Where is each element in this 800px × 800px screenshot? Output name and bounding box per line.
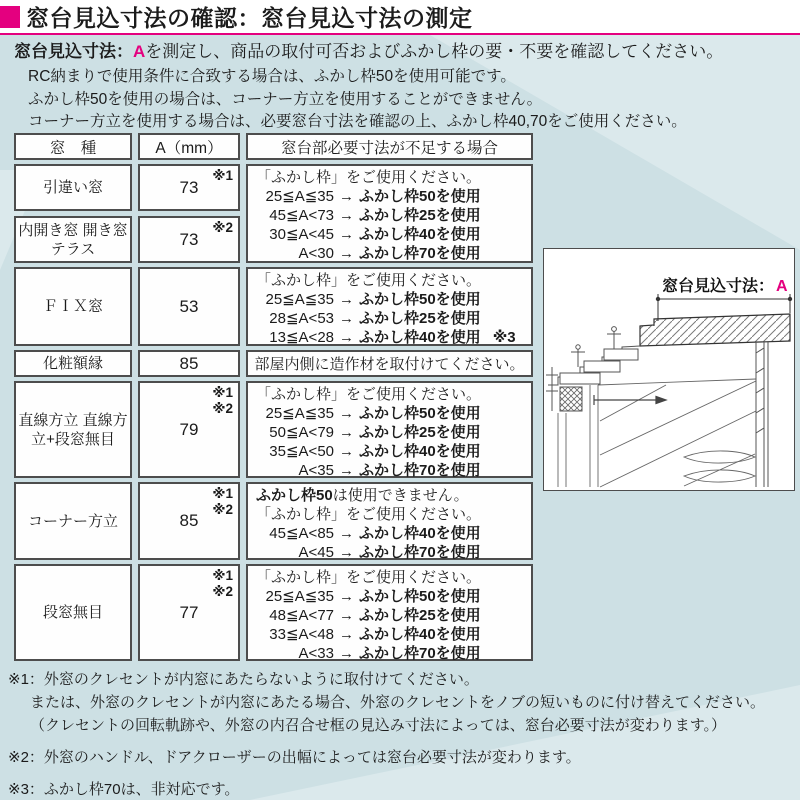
wall-cavity-lines bbox=[558, 379, 756, 487]
arrow-glyph: → bbox=[339, 607, 354, 624]
table-group bbox=[14, 350, 533, 377]
table-group bbox=[14, 564, 533, 661]
header-shortage-case: 窓台部必要寸法が不足する場合 bbox=[246, 133, 533, 160]
window-sill-cross-section-diagram bbox=[543, 248, 795, 491]
footnote-1-line-2: または、外窓のクレセントが内窓にあたる場合、外窓のクレセントをノブの短いものに付け替えてください。 bbox=[30, 694, 766, 711]
window-type-cell bbox=[14, 164, 132, 211]
condition-range: 45≦A<85 bbox=[269, 525, 334, 542]
footnotes bbox=[8, 668, 796, 800]
condition-result: ふかし枠50を使用 bbox=[359, 188, 481, 205]
fastener-arrow bbox=[594, 395, 666, 405]
footnote-mark: ※1 bbox=[212, 486, 233, 501]
condition-line bbox=[256, 543, 523, 562]
arrow-glyph: → bbox=[339, 525, 354, 542]
condition-range: 45≦A<73 bbox=[269, 207, 334, 224]
footnote-2: ※2：外窓のハンドル、ドアクローザーの出幅によっては窓台必要寸法が変わります。 bbox=[8, 749, 581, 766]
arrow-glyph: → bbox=[339, 310, 354, 327]
table-row bbox=[14, 164, 240, 211]
diagram-dimension-a: A bbox=[776, 278, 788, 295]
note-cell bbox=[246, 381, 533, 478]
window-type-label: 引違い窓 bbox=[42, 179, 103, 196]
page-header bbox=[0, 0, 800, 35]
insulation-block bbox=[560, 387, 582, 411]
condition-line bbox=[256, 524, 523, 543]
condition-range: 48≦A<77 bbox=[269, 607, 334, 624]
condition-line bbox=[256, 442, 523, 461]
arrow-glyph: → bbox=[339, 443, 354, 460]
title-bullet-square bbox=[0, 6, 20, 28]
intro-lead-line bbox=[14, 40, 794, 64]
condition-result: ふかし枠50を使用 bbox=[359, 291, 481, 308]
condition-range: 35≦A<50 bbox=[269, 443, 334, 460]
insulation-batting bbox=[684, 451, 755, 486]
header-a-mm: A（mm） bbox=[138, 133, 240, 160]
cross-section-drawing bbox=[544, 249, 794, 490]
condition-result: ふかし枠70を使用 bbox=[359, 245, 481, 262]
condition-result: ふかし枠40を使用 bbox=[359, 329, 481, 346]
window-type-cell bbox=[14, 381, 132, 478]
condition-result: ふかし枠25を使用 bbox=[359, 310, 481, 327]
window-type-cell bbox=[14, 267, 132, 346]
footnote-mark: ※1 bbox=[212, 168, 233, 183]
condition-line bbox=[256, 606, 523, 625]
footnote-marks bbox=[212, 220, 233, 236]
condition-range: 28≦A<53 bbox=[269, 310, 334, 327]
condition-result: ふかし枠25を使用 bbox=[359, 607, 481, 624]
condition-range: 25≦A≦35 bbox=[265, 291, 334, 308]
a-dimension-cell bbox=[138, 164, 240, 211]
arrow-glyph: → bbox=[339, 462, 354, 479]
footnote-marks bbox=[212, 568, 233, 600]
a-dimension-cell bbox=[138, 267, 240, 346]
note-restriction-rest: は使用できません。 bbox=[332, 487, 469, 504]
a-value: 85 bbox=[179, 353, 199, 373]
table-row bbox=[14, 350, 240, 377]
window-type-label: コーナー方立 bbox=[27, 512, 118, 530]
condition-line bbox=[256, 423, 523, 442]
footnote-marks bbox=[212, 486, 233, 518]
condition-result: ふかし枠25を使用 bbox=[359, 207, 481, 224]
table-group bbox=[14, 482, 533, 560]
note-text: 部屋内側に造作材を取付けてください。 bbox=[254, 356, 525, 373]
window-type-label: 直線方立 直線方立+段窓無目 bbox=[18, 411, 128, 448]
condition-line bbox=[256, 290, 523, 309]
condition-line bbox=[256, 461, 523, 480]
a-dimension-cell bbox=[138, 564, 240, 661]
condition-result: ふかし枠50を使用 bbox=[359, 405, 481, 422]
arrow-glyph: → bbox=[339, 544, 354, 561]
footnote-marks bbox=[212, 385, 233, 417]
note-intro: 「ふかし枠」をご使用ください。 bbox=[256, 506, 482, 523]
condition-range: 25≦A≦35 bbox=[265, 188, 334, 205]
table-row bbox=[14, 381, 240, 478]
condition-range: A<33 bbox=[298, 645, 334, 662]
condition-result: ふかし枠40を使用 bbox=[359, 226, 481, 243]
footnote-mark: ※2 bbox=[212, 220, 233, 235]
footnote-1-line-1: ※1：外窓のクレセントが内窓にあたらないように取付けてください。 bbox=[8, 671, 479, 688]
footnote-mark: ※2 bbox=[212, 502, 233, 517]
window-type-label: 段窓無目 bbox=[42, 604, 103, 621]
condition-range: 50≦A<79 bbox=[269, 424, 334, 441]
window-type-cell bbox=[14, 350, 132, 377]
diagram-dimension-label: 窓台見込寸法： bbox=[661, 278, 774, 295]
condition-result: ふかし枠50を使用 bbox=[359, 588, 481, 605]
footnote-marks bbox=[212, 168, 233, 184]
condition-result: ふかし枠40を使用 bbox=[359, 443, 481, 460]
intro-line: RC納まりで使用条件に合致する場合は、ふかし枠50を使用可能です。 bbox=[28, 68, 516, 85]
arrow-glyph: → bbox=[339, 291, 354, 308]
table-group bbox=[14, 267, 533, 346]
a-value: 77 bbox=[179, 602, 199, 622]
note-intro: 「ふかし枠」をご使用ください。 bbox=[256, 169, 482, 186]
condition-line bbox=[256, 328, 523, 347]
condition-line bbox=[256, 206, 523, 225]
note-cell bbox=[246, 267, 533, 346]
arrow-glyph: → bbox=[339, 626, 354, 643]
note-intro: 「ふかし枠」をご使用ください。 bbox=[256, 272, 482, 289]
intro-lead-label: 窓台見込寸法： bbox=[14, 42, 133, 61]
table-row bbox=[14, 482, 240, 560]
note-cell bbox=[246, 164, 533, 263]
arrow-glyph: → bbox=[339, 226, 354, 243]
condition-range: 33≦A<48 bbox=[269, 626, 334, 643]
condition-result: ふかし枠70を使用 bbox=[359, 462, 481, 479]
arrow-glyph: → bbox=[339, 207, 354, 224]
note-restriction-bold: ふかし枠50 bbox=[256, 487, 333, 504]
arrow-glyph: → bbox=[339, 245, 354, 262]
condition-result: ふかし枠25を使用 bbox=[359, 424, 481, 441]
condition-line bbox=[256, 625, 523, 644]
table-group bbox=[14, 381, 533, 478]
arrow-glyph: → bbox=[339, 329, 354, 346]
dimension-endpoint bbox=[788, 297, 792, 301]
arrow-glyph: → bbox=[339, 645, 354, 662]
footnote-1-line-3: （クレセントの回転軌跡や、外窓の内召合せ框の見込み寸法によっては、窓台必要寸法が変わります。） bbox=[30, 717, 727, 734]
a-value: 73 bbox=[179, 229, 199, 249]
table-row bbox=[14, 216, 240, 263]
intro-block bbox=[14, 40, 794, 134]
condition-line bbox=[256, 587, 523, 606]
footnote-mark: ※2 bbox=[212, 584, 233, 599]
condition-range: A<30 bbox=[298, 245, 334, 262]
intro-line: コーナー方立を使用する場合は、必要窓台寸法を確認の上、ふかし枠40,70をご使用ください。 bbox=[28, 113, 687, 130]
condition-range: 25≦A≦35 bbox=[265, 588, 334, 605]
note-cell bbox=[246, 482, 533, 560]
condition-result: ふかし枠70を使用 bbox=[359, 645, 481, 662]
dimension-a-symbol: A bbox=[133, 42, 146, 61]
intro-lead-rest: を測定し、商品の取付可否およびふかし枠の要・不要を確認してください。 bbox=[145, 42, 724, 61]
condition-line bbox=[256, 644, 523, 663]
note-cell bbox=[246, 564, 533, 661]
window-type-label: 内開き窓 開き窓テラス bbox=[18, 221, 128, 258]
condition-result: ふかし枠70を使用 bbox=[359, 544, 481, 561]
condition-line bbox=[256, 225, 523, 244]
intro-line: ふかし枠50を使用の場合は、コーナー方立を使用することができません。 bbox=[28, 90, 543, 108]
condition-range: 13≦A<28 bbox=[269, 329, 334, 346]
a-dimension-cell bbox=[138, 216, 240, 263]
table-row bbox=[14, 564, 240, 661]
condition-line bbox=[256, 187, 523, 206]
condition-range: A<45 bbox=[298, 544, 334, 561]
footnote-mark: ※1 bbox=[212, 385, 233, 400]
note-intro: 「ふかし枠」をご使用ください。 bbox=[256, 569, 482, 586]
window-type-label: 化粧額縁 bbox=[42, 355, 103, 372]
condition-line bbox=[256, 244, 523, 263]
a-value: 53 bbox=[179, 296, 199, 316]
note-restriction-line bbox=[256, 486, 523, 505]
a-value: 85 bbox=[179, 511, 199, 530]
condition-line bbox=[256, 404, 523, 423]
condition-result: ふかし枠40を使用 bbox=[359, 525, 481, 542]
condition-result: ふかし枠40を使用 bbox=[359, 626, 481, 643]
footnote-mark: ※1 bbox=[212, 568, 233, 583]
page-title: 窓台見込寸法の確認：窓台見込寸法の測定 bbox=[26, 5, 473, 31]
condition-range: 25≦A≦35 bbox=[265, 405, 334, 422]
note-intro: 「ふかし枠」をご使用ください。 bbox=[256, 386, 482, 403]
arrow-glyph: → bbox=[339, 405, 354, 422]
condition-line bbox=[256, 309, 523, 328]
condition-range: A<35 bbox=[298, 462, 334, 479]
arrow-glyph: → bbox=[339, 588, 354, 605]
header-window-type: 窓 種 bbox=[14, 133, 132, 160]
dimension-endpoint bbox=[656, 297, 660, 301]
a-value: 73 bbox=[179, 177, 199, 197]
note-cell bbox=[246, 350, 533, 377]
window-spec-table bbox=[14, 133, 533, 665]
arrow-glyph: → bbox=[339, 424, 354, 441]
a-dimension-cell bbox=[138, 482, 240, 560]
wall-section bbox=[756, 341, 768, 487]
a-dimension-cell bbox=[138, 350, 240, 377]
footnote-mark: ※3 bbox=[492, 329, 516, 346]
footnote-3: ※3：ふかし枠70は、非対応です。 bbox=[8, 781, 240, 798]
footnote-mark: ※2 bbox=[212, 401, 233, 416]
table-header-row bbox=[14, 133, 533, 160]
table-group bbox=[14, 164, 533, 263]
window-type-label: ＦＩＸ窓 bbox=[42, 298, 103, 315]
condition-range: 30≦A<45 bbox=[269, 226, 334, 243]
arrow-glyph: → bbox=[339, 188, 354, 205]
table-row bbox=[14, 267, 240, 346]
window-type-cell bbox=[14, 216, 132, 263]
window-type-cell bbox=[14, 482, 132, 560]
a-dimension-cell bbox=[138, 381, 240, 478]
window-type-cell bbox=[14, 564, 132, 661]
a-value: 79 bbox=[179, 419, 199, 439]
